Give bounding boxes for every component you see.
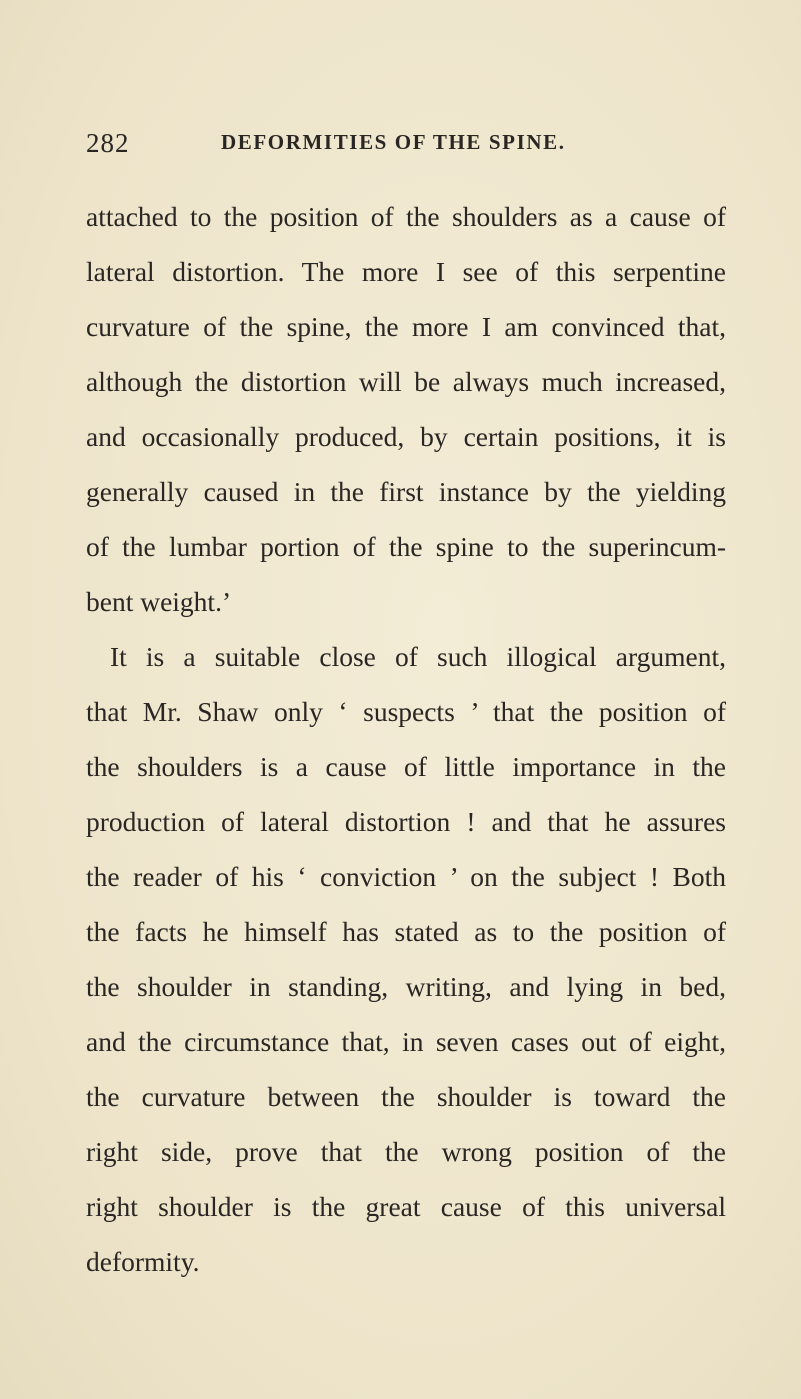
paragraph-start-line: It is a suitable close of such illogical argument, (110, 641, 726, 672)
text-line: generally caused in the first instance by the yielding (86, 476, 726, 507)
text-line: the curvature between the shoulder is toward the (86, 1081, 726, 1112)
text-line: that Mr. Shaw only ‘ suspects ’ that the position of (86, 696, 726, 727)
text-line: production of lateral distortion ! and that he assures (86, 806, 726, 837)
text-line: deformity. (86, 1246, 200, 1277)
page-number: 282 (86, 128, 130, 158)
text-line: right side, prove that the wrong position of the (86, 1136, 726, 1167)
text-line: curvature of the spine, the more I am convinced that, (86, 311, 726, 342)
text-line: of the lumbar portion of the spine to the superincum- (86, 531, 726, 562)
text-line: and the circumstance that, in seven cases out of eight, (86, 1026, 726, 1057)
text-line: and occasionally produced, by certain positions, it is (86, 421, 726, 452)
text-line: lateral distortion. The more I see of this serpentine (86, 256, 726, 287)
text-line: attached to the position of the shoulders as a cause of (86, 201, 726, 232)
text-line: the shoulder in standing, writing, and lying in bed, (86, 971, 726, 1002)
running-title: DEFORMITIES OF THE SPINE. (221, 130, 566, 154)
text-line: the shoulders is a cause of little importance in the (86, 751, 726, 782)
text-line: right shoulder is the great cause of this universal (86, 1191, 726, 1222)
text-line: although the distortion will be always much increased, (86, 366, 726, 397)
text-line: bent weight.’ (86, 586, 232, 617)
text-line: the reader of his ‘ conviction ’ on the subject ! Both (86, 861, 726, 892)
text-line: the facts he himself has stated as to the position of (86, 916, 726, 947)
running-head (86, 128, 726, 168)
